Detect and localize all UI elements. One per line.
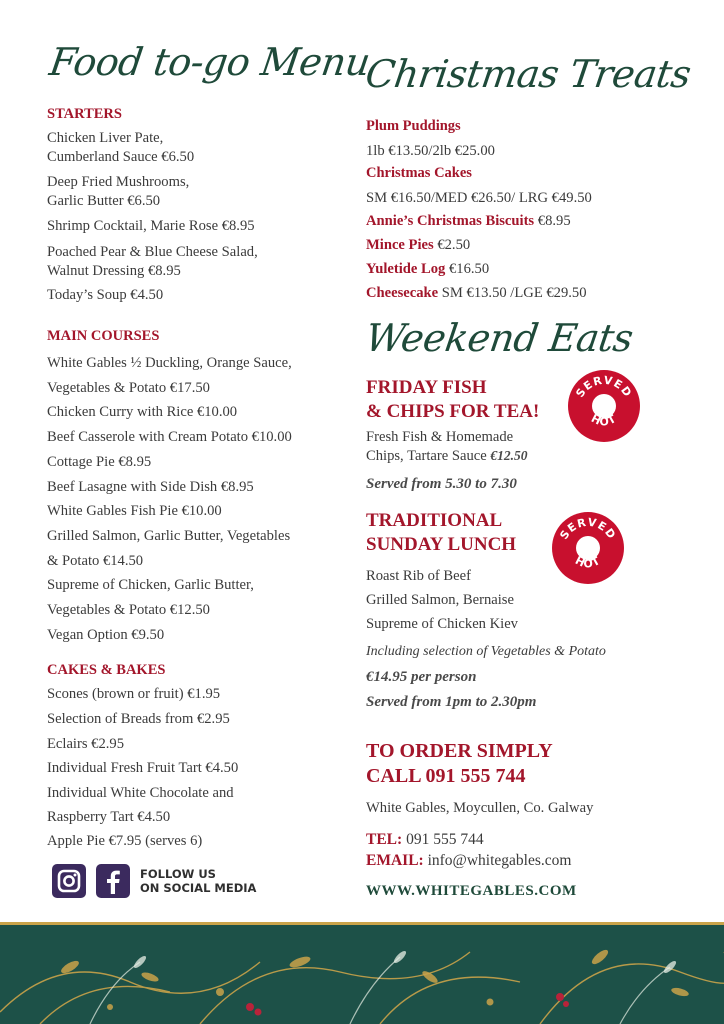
social-line-2: ON SOCIAL MEDIA [140,881,257,895]
decorative-banner [0,922,724,1024]
friday-desc-1: Fresh Fish & Homemade [366,429,514,445]
order-title-1: TO ORDER SIMPLY [366,740,553,762]
order-title-2: CALL 091 555 744 [366,765,526,787]
email-label: EMAIL: [366,852,424,869]
tel-label: TEL: [366,831,403,848]
sunday-served: Served from 1pm to 2.30pm [366,694,537,710]
main-course-line: Grilled Salmon, Garlic Butter, Vegetables [47,528,291,544]
cakes-line: Selection of Breads from €2.95 [47,711,230,727]
cakes-line: Scones (brown or fruit) €1.95 [47,686,221,702]
friday-price: €12.50 [490,448,528,463]
sunday-item: Supreme of Chicken Kiev [366,616,518,632]
plum-puddings-price: 1lb €13.50/2lb €25.00 [366,143,495,159]
starter-line: Chicken Liver Pate, [47,130,164,146]
biscuits-line [366,212,571,230]
sunday-price: €14.95 per person [366,669,477,685]
christmas-cakes-title: Christmas Cakes [366,165,472,181]
website-link[interactable]: WWW.WHITEGABLES.COM [366,883,577,899]
main-courses-heading: MAIN COURSES [47,328,160,344]
biscuits-title: Annie’s Christmas Biscuits [366,213,535,229]
main-course-line: Cottage Pie €8.95 [47,454,152,470]
social-line-1: FOLLOW US [140,867,216,881]
served-hot-badge [552,512,624,584]
email-address[interactable]: info@whitegables.com [423,852,572,869]
badge-hot-text: HOT [572,553,604,571]
order-tel [366,831,484,849]
friday-desc-2 [366,447,527,465]
starters-heading: STARTERS [47,106,122,122]
social-follow-text [140,867,256,895]
biscuits-price: €8.95 [534,213,571,229]
main-course-line: White Gables ½ Duckling, Orange Sauce, [47,355,292,371]
facebook-icon[interactable] [96,864,130,898]
starter-line: Poached Pear & Blue Cheese Salad, [47,244,258,260]
food-to-go-heading: Food to-go Menu [46,40,373,84]
order-email [366,852,571,870]
cheesecake-price: SM €13.50 /LGE €29.50 [438,285,587,301]
cakes-line: Eclairs €2.95 [47,736,125,752]
cakes-line: Individual White Chocolate and [47,785,234,801]
sunday-including: Including selection of Vegetables & Potato [366,644,606,659]
friday-desc-2-text: Chips, Tartare Sauce [366,448,487,464]
starter-line: Garlic Butter €6.50 [47,193,161,209]
starter-line: Walnut Dressing €8.95 [47,263,181,279]
friday-title-2: & CHIPS FOR TEA! [366,401,540,422]
main-course-line: Beef Lasagne with Side Dish €8.95 [47,479,254,495]
starter-line: Shrimp Cocktail, Marie Rose €8.95 [47,218,255,234]
friday-served: Served from 5.30 to 7.30 [366,476,517,492]
cheesecake-title: Cheesecake [366,285,439,301]
main-course-line: Vegan Option €9.50 [47,627,165,643]
badge-served-text: SERVED [573,373,635,400]
sunday-title-1: TRADITIONAL [366,510,503,531]
cakes-line: Individual Fresh Fruit Tart €4.50 [47,760,239,776]
main-course-line: Vegetables & Potato €12.50 [47,602,210,618]
main-course-line: Supreme of Chicken, Garlic Butter, [47,577,254,593]
christmas-cakes-price: SM €16.50/MED €26.50/ LRG €49.50 [366,190,592,206]
mince-title: Mince Pies [366,237,434,253]
tel-number[interactable]: 091 555 744 [402,831,484,848]
sunday-title-2: SUNDAY LUNCH [366,534,517,555]
gold-border-line [0,922,724,925]
plum-puddings-title: Plum Puddings [366,118,461,134]
main-course-line: & Potato €14.50 [47,553,144,569]
weekend-eats-heading: Weekend Eats [362,316,636,360]
log-price: €16.50 [445,261,490,277]
order-address: White Gables, Moycullen, Co. Galway [366,800,594,816]
friday-title-1: FRIDAY FISH [366,377,487,398]
mince-price: €2.50 [433,237,471,253]
foliage-decoration [0,922,724,1024]
badge-served-text: SERVED [557,515,619,542]
starter-line: Cumberland Sauce €6.50 [47,149,195,165]
starter-line: Deep Fried Mushrooms, [47,174,190,190]
cakes-line: Apple Pie €7.95 (serves 6) [47,833,203,849]
sunday-item: Roast Rib of Beef [366,568,471,584]
cakes-bakes-heading: CAKES & BAKES [47,662,166,678]
log-title: Yuletide Log [366,261,446,277]
sunday-item: Grilled Salmon, Bernaise [366,592,514,608]
cheesecake-line [366,284,587,302]
christmas-treats-heading: Christmas Treats [362,52,694,96]
main-course-line: White Gables Fish Pie €10.00 [47,503,222,519]
main-course-line: Vegetables & Potato €17.50 [47,380,210,396]
badge-hot-text: HOT [588,411,620,429]
starter-line: Today’s Soup €4.50 [47,287,164,303]
main-course-line: Chicken Curry with Rice €10.00 [47,404,238,420]
instagram-icon[interactable] [52,864,86,898]
served-hot-badge [568,370,640,442]
cakes-line: Raspberry Tart €4.50 [47,809,171,825]
log-line [366,260,489,278]
main-course-line: Beef Casserole with Cream Potato €10.00 [47,429,292,445]
mince-line [366,236,470,254]
